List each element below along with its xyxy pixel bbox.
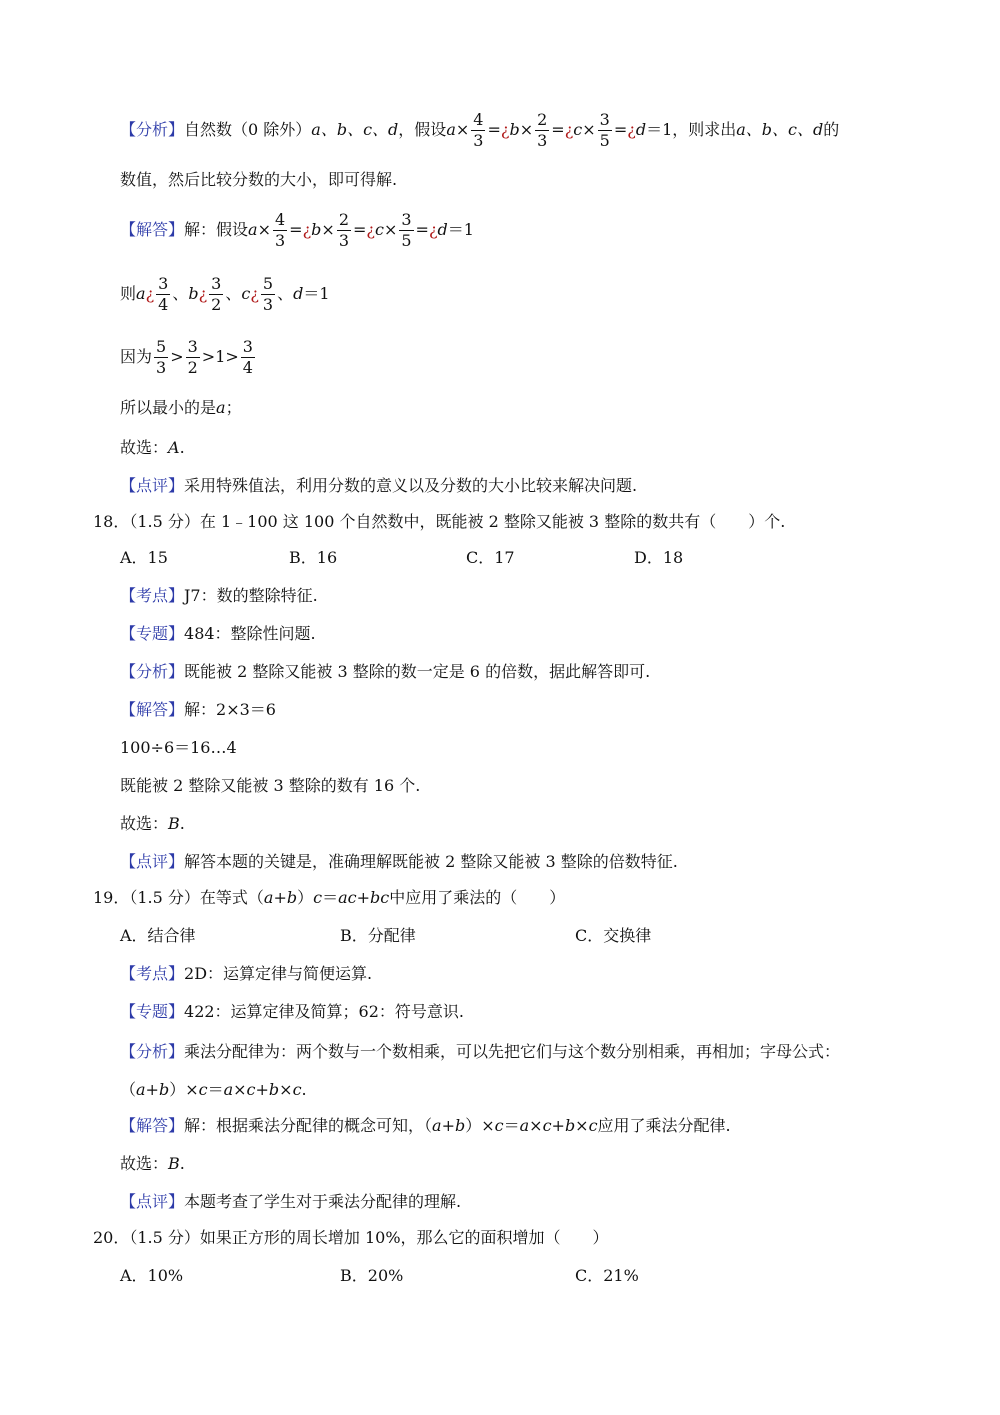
q18-topic: 【专题】 484：整除性问题. <box>120 624 316 643</box>
q19-topic: 【专题】 422：运算定律及简算；62：符号意识. <box>120 1002 465 1021</box>
analysis-line-1: 【分析】 自然数（0 除外） a、b、c、d ，假设 a × $\frac{4}{3}$ = ¿ b × $\frac{2}{3}$ = ¿ c × $\frac{3}{5}$ = ¿ d ＝1，则求出 a、b、c、d 的 <box>120 109 840 150</box>
q18-option-d: D．18 <box>634 548 684 567</box>
q18-answer-line-3: 既能被 2 整除又能被 3 整除的数有 16 个. <box>120 776 421 795</box>
q18-option-a: A．15 <box>120 548 168 567</box>
q20-option-b: B．20% <box>340 1266 404 1285</box>
question-20: 20．（1.5 分）如果正方形的周长增加 10%，那么它的面积增加（ ） <box>93 1228 609 1247</box>
q19-option-a: A．结合律 <box>120 926 196 945</box>
q18-answer-line-2: 100÷6＝16…4 <box>120 738 237 757</box>
q20-option-c: C．21% <box>575 1266 639 1285</box>
answer-line: 【解答】 解：假设 a × $\frac{4}{3}$ = ¿ b × $\frac{2}{3}$ = ¿ c × $\frac{3}{5}$ = ¿ d ＝1 <box>120 209 474 250</box>
q18-option-c: C．17 <box>466 548 515 567</box>
q19-comment: 【点评】 本题考查了学生对于乘法分配律的理解. <box>120 1192 462 1211</box>
answer-tag: 【解答】 <box>120 220 185 239</box>
q19-analysis: 【分析】 乘法分配律为：两个数与一个数相乘，可以先把它们与这个数分别相乘，再相加；字母公式： <box>120 1042 841 1061</box>
question-18: 18．（1.5 分）在 1﹣100 这 100 个自然数中，既能被 2 整除又能被 3 整除的数共有（ ）个. <box>93 512 786 531</box>
smallest-line: 所以最小的是 a ； <box>120 398 242 417</box>
q18-choose: 故选： B . <box>120 814 185 833</box>
q19-formula: （ a+b ）× c ＝ a×c+b×c . <box>120 1080 307 1099</box>
q18-option-b: B．16 <box>289 548 338 567</box>
q18-comment: 【点评】 解答本题的关键是，准确理解既能被 2 整除又能被 3 整除的倍数特征. <box>120 852 678 871</box>
q19-answer: 【解答】 解：根据乘法分配律的概念可知，（ a+b ）× c ＝ a×c+b×c 应用了乘法分配律. <box>120 1116 731 1135</box>
comment-line-17: 【点评】 采用特殊值法，利用分数的意义以及分数的大小比较来解决问题. <box>120 476 638 495</box>
q19-point: 【考点】 2D：运算定律与简便运算. <box>120 964 373 983</box>
q20-option-a: A．10% <box>120 1266 184 1285</box>
analysis-tag: 【分析】 <box>120 120 185 139</box>
q19-option-c: C．交换律 <box>575 926 652 945</box>
question-19: 19．（1.5 分）在等式（ a+b ） c ＝ ac+bc 中应用了乘法的（ ） <box>93 888 566 907</box>
compare-line: 因为 $\frac{5}{3}$ > $\frac{3}{2}$ > 1 > $\frac{3}{4}$ <box>120 336 253 377</box>
analysis-line-2: 数值，然后比较分数的大小，即可得解. <box>120 170 398 189</box>
q18-answer: 【解答】 解：2×3＝6 <box>120 700 276 719</box>
choose-line-17: 故选： A . <box>120 438 185 457</box>
fraction-3-5: $\frac{3}{5}$ <box>599 109 610 150</box>
q19-choose: 故选： B . <box>120 1154 185 1173</box>
comment-tag: 【点评】 <box>120 476 185 495</box>
fraction-2-3: $\frac{2}{3}$ <box>537 109 548 150</box>
q18-analysis: 【分析】 既能被 2 整除又能被 3 整除的数一定是 6 的倍数，据此解答即可. <box>120 662 651 681</box>
q19-option-b: B．分配律 <box>340 926 416 945</box>
values-line: 则 a ¿ $\frac{3}{4}$ 、 b ¿ $\frac{3}{2}$ 、 c ¿ $\frac{5}{3}$ 、 d ＝1 <box>120 273 330 314</box>
fraction-4-3: $\frac{4}{3}$ <box>473 109 484 150</box>
q18-point: 【考点】 J7：数的整除特征. <box>120 586 318 605</box>
